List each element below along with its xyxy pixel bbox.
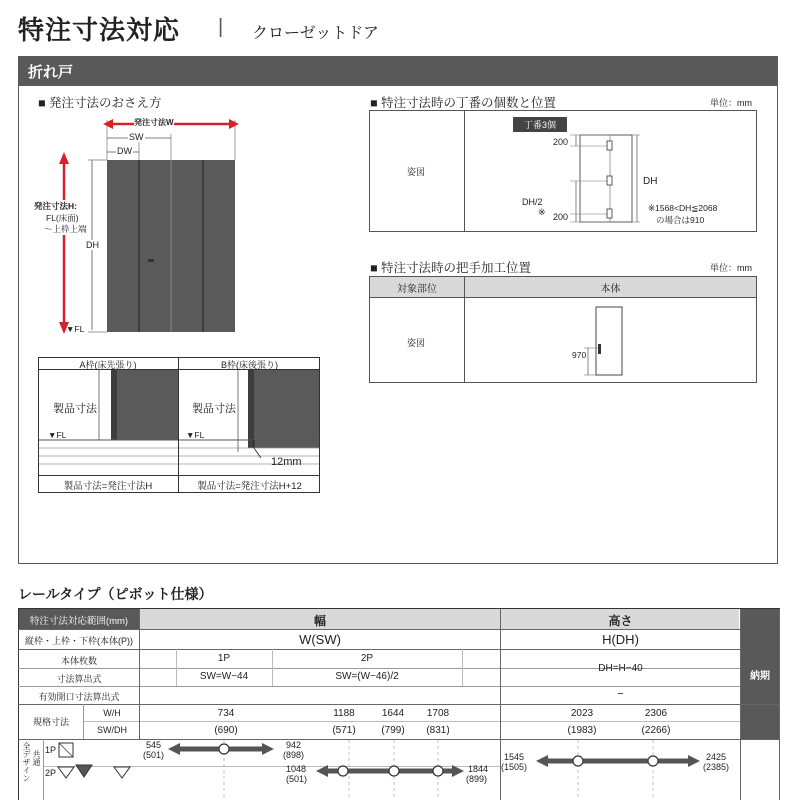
rail-vline-right [779,609,780,800]
rail-1p: 1P [217,653,231,664]
bar1-min2: (501) [143,750,165,760]
order-h-label: 発注寸法H: [34,201,77,211]
rail-vline-2p-end [462,649,463,686]
handle-diagram [570,300,630,380]
handle-heading: ■ 特注寸法時の把手加工位置 [370,261,532,275]
hinge-dh: DH [643,176,658,187]
bar2-min: 1048 [286,764,307,774]
order-w-label: 発注寸法W [134,118,174,127]
rail-head-height: 高さ [608,614,633,628]
frame-b-product-label: 製品寸法 [192,400,236,416]
bar2-min2: (501) [286,774,308,784]
std-h-2306: 2306 [644,708,668,719]
barh-max: 2425 [706,752,727,762]
hinge-dh-half: DH/2 [522,197,543,207]
bar2-max2: (899) [466,774,488,784]
frame-a-fl-label: ▼FL [48,430,67,440]
handle-unit: 単位：mm [710,263,752,273]
std-w-1644: 1644 [381,708,405,719]
handle-970: 970 [572,350,587,360]
rail-hline-2 [18,649,740,650]
bar1-max: 942 [286,740,302,750]
frame-a-formula: 製品寸法=発注寸法H [63,481,153,492]
rail-hline-4 [18,686,740,687]
page-subtitle: クローゼットドア [252,25,379,42]
frame-b-fl-label: ▼FL [186,430,205,440]
hinge-note2: の場合は910 [656,215,705,225]
rail-row-std: 規格寸法 [32,717,69,727]
hinge-note-mark: ※ [538,207,546,217]
bar1-min: 545 [146,740,162,750]
std-sw-831: (831) [426,725,450,736]
std-w-734: 734 [217,708,235,719]
side-common: 共通 [32,750,41,766]
hinge-note1: ※1568<DH≦2068 [648,203,718,213]
barh-min: 1545 [504,752,525,762]
rail-opening-dash: − [617,688,624,700]
order-h-sub2: 〜上枠上端 [44,224,87,234]
rail-row-formula: 寸法算出式 [56,674,102,684]
rail-head-width: 幅 [313,614,326,628]
order-dh-label: DH [86,240,99,250]
barh-max2: (2385) [703,762,730,772]
std-dh-2266: (2266) [641,725,671,736]
rail-row-frame: 縦枠・上枠・下枠(本体(P)) [25,636,133,646]
frame-table-footer-line [38,475,320,476]
bar2-panel-label: 2P [45,768,57,778]
panel-header [18,56,778,86]
rail-title: レールタイプ（ピボット仕様） [18,586,213,602]
rail-f2: SW=(W−46)/2 [335,671,399,682]
order-h-sub1: FL(床面) [46,213,79,223]
rail-side-label-2 [30,750,41,790]
std-w-1708: 1708 [426,708,450,719]
std-dh-1983: (1983) [567,725,597,736]
hinge-heading: ■ 特注寸法時の丁番の個数と位置 [370,96,557,110]
handle-col-target: 対象部位 [397,284,437,295]
rail-fh: DH=H−40 [598,663,643,674]
frame-b-title: B枠(床後張り) [221,360,278,370]
rail-swdh: SW/DH [97,725,127,735]
hinge-200-top: 200 [553,137,569,147]
barh-min2: (1505) [501,762,528,772]
std-sw-690: (690) [214,725,238,736]
rail-hd: H(DH) [602,632,639,647]
frame-a-title: A枠(床先張り) [79,360,137,370]
rail-hline-6 [83,721,740,722]
rail-2p: 2P [360,653,374,664]
frame-b-formula: 製品寸法=発注寸法H+12 [197,481,302,492]
std-sw-799: (799) [381,725,405,736]
rail-nouki: 納期 [750,671,770,682]
std-h-2023: 2023 [570,708,594,719]
rail-head-range: 特注寸法対応範囲(mm) [29,616,129,627]
order-sw-label: SW [129,132,144,142]
rail-hline-5 [18,704,780,705]
frame-a-product-label: 製品寸法 [53,400,97,416]
side-all-design: 全デザイン [22,742,31,782]
rail-ws: W(SW) [299,632,341,647]
rail-hline-1 [18,629,740,630]
frame-b-12mm-label: 12mm [271,456,302,468]
rail-row-opening: 有効開口寸法算出式 [38,692,120,702]
hinge-200-bottom: 200 [553,212,569,222]
hinge-box-divider [464,110,465,232]
rail-row-count: 本体枚数 [60,656,97,666]
std-sw-571: (571) [332,725,356,736]
order-dw-label: DW [117,146,132,156]
bar1-max2: (898) [283,750,305,760]
hinge-badge: 丁番3個 [513,117,567,132]
page-title: 特注寸法対応 [18,15,181,45]
title-divider: | [218,16,224,38]
rail-f1: SW=W−44 [199,671,249,682]
panel-title: 折れ戸 [28,64,74,81]
handle-col-body: 本体 [600,284,621,295]
hinge-unit: 単位：mm [710,98,752,108]
hinge-figure-label: 姿図 [407,167,426,177]
std-w-1188: 1188 [333,708,355,719]
handle-figure-label: 姿図 [407,338,426,348]
bar1-panel-label: 1P [45,745,57,755]
order-heading: ■ 発注寸法のおさえ方 [38,96,162,110]
order-fl-label: ▼FL [66,324,85,334]
rail-wh: W/H [103,708,121,718]
bar2-max: 1844 [468,764,489,774]
